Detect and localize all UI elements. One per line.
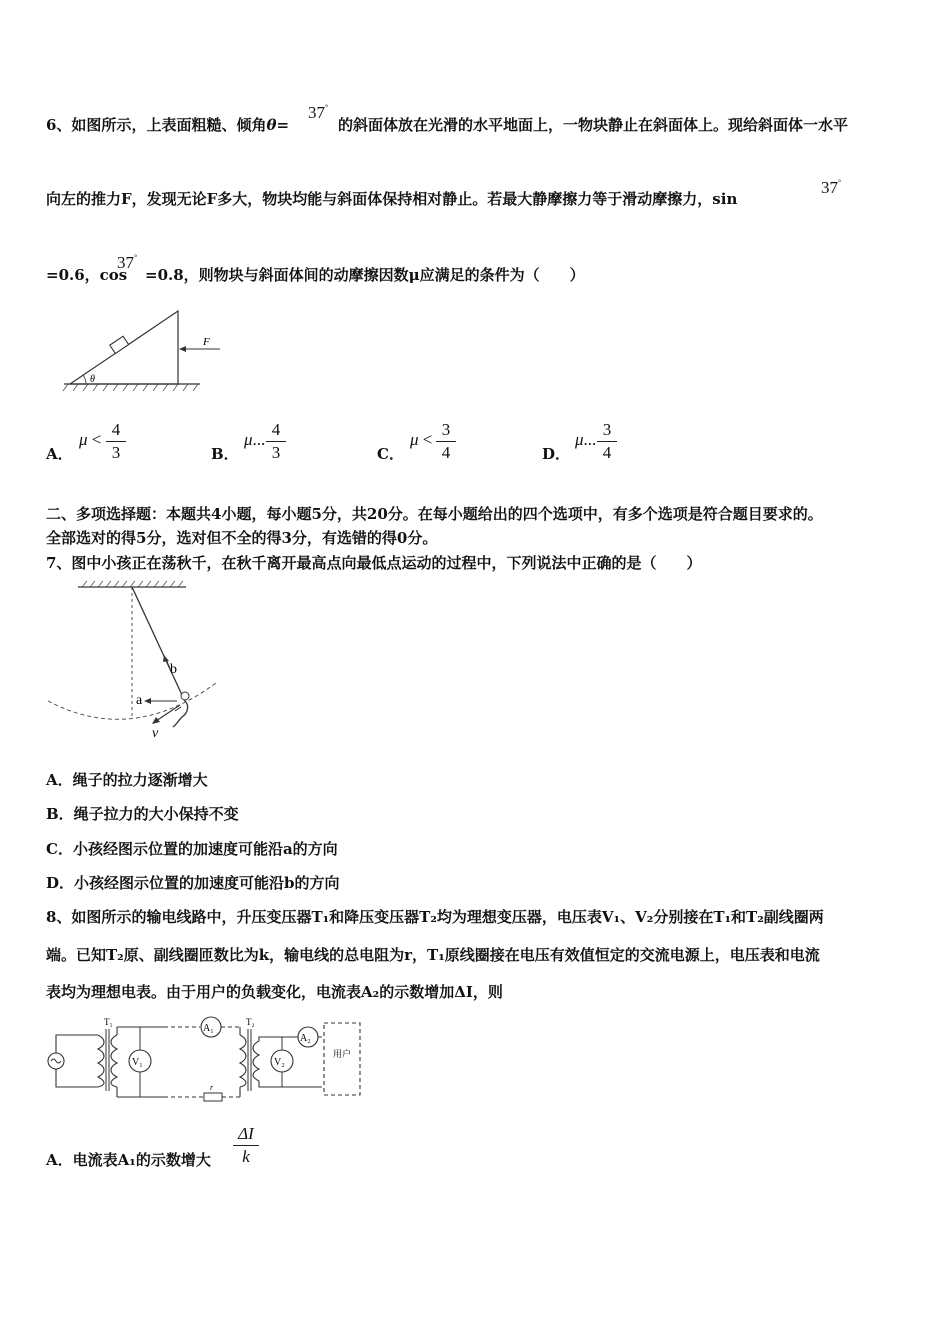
q6-option-c-frac: $\frac{3}{4}$ [436,419,456,464]
b-label: b [170,662,177,677]
q6-option-d-frac: $\frac{3}{4}$ [597,419,617,464]
q6-option-d-label: D． [542,445,571,463]
t2-label: T₂ [246,1017,255,1027]
q6-option-a-label: A． [46,445,73,463]
q8-line2: 端。已知T₂原、副线圈匝数比为k，输电线的总电阻为r，T₁原线圈接在电压有效值恒定的交流电源上，电压表和电流 [46,946,820,964]
q6-line3a: =0.6，cos [46,266,128,284]
q6-option-b-frac: $\frac{4}{3}$ [266,419,286,464]
theta-label: θ [90,374,95,385]
q6-angle-3: 37° [117,253,138,272]
q6-option-c-label: C． [377,445,404,463]
v1-label: V₁ [132,1057,143,1068]
circuit-figure [44,1015,369,1105]
t1-label: T₁ [104,1017,113,1027]
q6-line1: 6、如图所示，上表面粗糙、倾角θ= [46,116,290,134]
q6-option-a-expr: μ < [79,430,102,449]
v2-label: V₂ [274,1057,285,1068]
q6-option-b-expr: μ... [244,430,266,449]
q7-option-b: B．绳子拉力的大小保持不变 [46,805,239,823]
section2-heading-line1: 二、多项选择题：本题共4小题，每小题5分，共20分。在每小题给出的四个选项中，有多个选项是符合题目要求的。 [46,505,823,523]
q6-line2: 向左的推力F，发现无论F多大，物块均能与斜面体保持相对静止。若最大静摩擦力等于滑动摩擦力，sin [46,190,738,208]
v-label: v [152,726,159,741]
r-label: r [210,1083,214,1092]
q8-option-a-frac: $\frac{\Delta I}{k}$ [233,1123,259,1168]
section2-heading-line2: 全部选对的得5分，选对但不全的得3分，有选错的得0分。 [46,529,438,547]
force-label: F [203,336,210,348]
q7-option-c: C．小孩经图示位置的加速度可能沿a的方向 [46,840,338,858]
q6-option-a-frac: $\frac{4}{3}$ [106,419,126,464]
a2-label: A₂ [300,1033,311,1044]
swing-figure [44,583,234,743]
q7-option-a: A．绳子的拉力逐渐增大 [46,771,208,789]
q6-option-c-expr: μ < [410,430,433,449]
q6-angle-1: 37° [308,103,329,122]
q6-option-b-label: B． [211,445,239,463]
q8-line1: 8、如图所示的输电线路中，升压变压器T₁和降压变压器T₂均为理想变压器，电压表V₁、V₂分别接在T₁和T₂副线圈两 [46,908,824,926]
q6-line1-cont: 的斜面体放在光滑的水平地面上，一物块静止在斜面体上。现给斜面体一水平 [338,116,849,134]
user-label: 用户 [332,1049,352,1059]
q6-angle-2: 37° [821,178,842,197]
q7-stem: 7、图中小孩正在荡秋千，在秋千离开最高点向最低点运动的过程中，下列说法中正确的是（ ） [46,554,702,572]
a1-label: A₁ [203,1023,214,1034]
q8-line3: 表均为理想电表。由于用户的负载变化，电流表A₂的示数增加ΔI，则 [46,983,503,1001]
q6-option-d-expr: μ... [575,430,597,449]
a-label: a [136,693,143,708]
q8-option-a: A．电流表A₁的示数增大 [46,1151,211,1169]
q6-line3b: =0.8，则物块与斜面体间的动摩擦因数μ应满足的条件为（ ） [145,266,585,284]
q7-option-d: D．小孩经图示位置的加速度可能沿b的方向 [46,874,340,892]
incline-figure [60,305,230,395]
